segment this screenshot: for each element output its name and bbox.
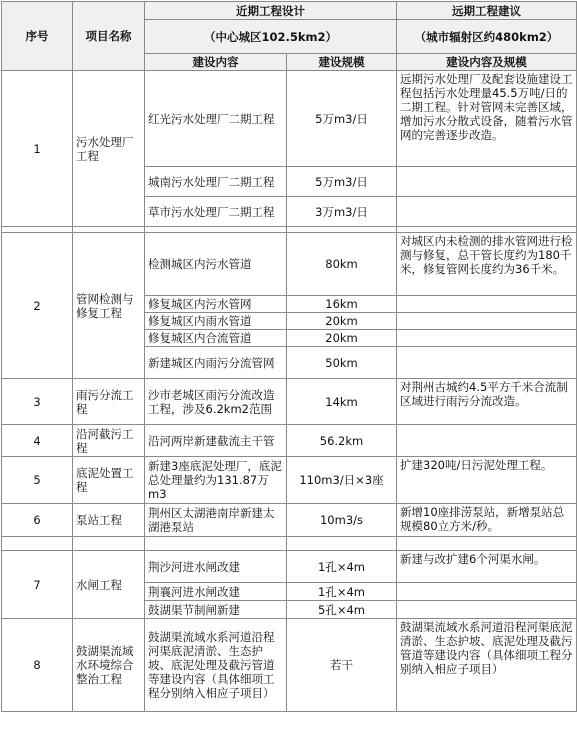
header-far-sub: （城市辐射区约480km2）: [397, 20, 577, 54]
row-far: 新建与改扩建6个河渠水闸。: [397, 551, 577, 583]
table-row: [2, 619, 577, 712]
row-no: 7: [2, 551, 73, 619]
row-far-empty: [397, 583, 577, 601]
row-name: 管网检测与修复工程: [73, 233, 145, 379]
row-content: 新建3座底泥处理厂，底泥总处理量约为131.87万m3: [145, 457, 287, 504]
row-content: 荆襄河进水闸改建: [145, 583, 287, 601]
row-far-empty: [397, 330, 577, 347]
row-name: 雨污分流工程: [73, 379, 145, 425]
row-scale: 14km: [287, 379, 397, 425]
row-scale: 3万m3/日: [287, 197, 397, 227]
row-scale: 80km: [287, 233, 397, 296]
row-content: 鼓湖渠节制闸新建: [145, 601, 287, 619]
row-content: 荆州区太湖港南岸新建太湖港泵站: [145, 504, 287, 537]
row-scale: 1孔×4m: [287, 583, 397, 601]
row-no: 6: [2, 504, 73, 537]
row-name: 泵站工程: [73, 504, 145, 537]
row-far: 新增10座排涝泵站，新增泵站总规模80立方米/秒。: [397, 504, 577, 537]
row-far: 远期污水处理厂及配套设施建设工程包括污水处理量45.5万吨/日的二期工程。针对管网未完善区域，增加污水分散式设备，随着污水管网的完善逐步改造。: [397, 71, 577, 167]
row-name: 沿河截污工程: [73, 425, 145, 457]
row-far: [397, 425, 577, 457]
row-scale: 5孔×4m: [287, 601, 397, 619]
row-content: 修复城区内合流管道: [145, 330, 287, 347]
row-scale: 20km: [287, 330, 397, 347]
row-name: 水闸工程: [73, 551, 145, 619]
row-far: 对荆州古城约4.5平方千米合流制区域进行雨污分流改造。: [397, 379, 577, 425]
row-name: 底泥处置工程: [73, 457, 145, 504]
row-far-empty: [397, 167, 577, 197]
header-near-sub: （中心城区102.5km2）: [145, 20, 397, 54]
header-far-content: 建设内容及规模: [397, 54, 577, 71]
row-content: 检测城区内污水管道: [145, 233, 287, 296]
row-no: 4: [2, 425, 73, 457]
row-content: 沿河两岸新建截流主干管: [145, 425, 287, 457]
row-scale: 5万m3/日: [287, 71, 397, 167]
table-row: [2, 379, 577, 425]
header-near-title: 近期工程设计: [145, 2, 397, 20]
row-scale: 若干: [287, 619, 397, 712]
row-scale: 1孔×4m: [287, 551, 397, 583]
table-row: [2, 425, 577, 457]
row-scale: 10m3/s: [287, 504, 397, 537]
row-scale: 56.2km: [287, 425, 397, 457]
row-content: 红光污水处理厂二期工程: [145, 71, 287, 167]
header-name: 项目名称: [73, 2, 145, 71]
row-far-empty: [397, 296, 577, 313]
row-far: 扩建320吨/日污泥处理工程。: [397, 457, 577, 504]
row-far: 鼓湖渠流域水系河道沿程河渠底泥清淤、生态护坡、底泥处理及截污管道等建设内容（具体细项工程分别纳入相应子项目）: [397, 619, 577, 712]
row-content: 沙市老城区雨污分流改造工程，涉及6.2km2范围: [145, 379, 287, 425]
row-content: 鼓湖渠流域水系河道沿程河渠底泥清淤、生态护坡、底泥处理及截污管道等建设内容（具体细项工程分别纳入相应子项目）: [145, 619, 287, 712]
row-content: 修复城区内雨水管道: [145, 313, 287, 330]
row-far-empty: [397, 197, 577, 227]
row-scale: 16km: [287, 296, 397, 313]
row-content: 修复城区内污水管网: [145, 296, 287, 313]
table-row: [2, 551, 577, 583]
header-content: 建设内容: [145, 54, 287, 71]
row-far-empty: [397, 347, 577, 379]
table-row: [2, 457, 577, 504]
row-scale: 50km: [287, 347, 397, 379]
row-no: 2: [2, 233, 73, 379]
row-content: 新建城区内雨污分流管网: [145, 347, 287, 379]
table-row: [2, 504, 577, 537]
row-far-empty: [397, 601, 577, 619]
row-no: 3: [2, 379, 73, 425]
row-scale: 110m3/日×3座: [287, 457, 397, 504]
row-content: 草市污水处理厂二期工程: [145, 197, 287, 227]
row-scale: 5万m3/日: [287, 167, 397, 197]
header-far-title: 远期工程建议: [397, 2, 577, 20]
project-table: [1, 1, 577, 712]
row-content: 荆沙河进水闸改建: [145, 551, 287, 583]
row-no: 8: [2, 619, 73, 712]
row-far: 对城区内未检测的排水管网进行检测与修复，总干管长度约为180千米，修复管网长度约为36千米。: [397, 233, 577, 296]
row-scale: 20km: [287, 313, 397, 330]
row-name: 污水处理厂工程: [73, 71, 145, 227]
row-far-empty: [397, 313, 577, 330]
row-name: 鼓湖渠流域水环境综合整治工程: [73, 619, 145, 712]
table-row: [2, 71, 577, 167]
header-no: 序号: [2, 2, 73, 71]
header-scale: 建设规模: [287, 54, 397, 71]
row-no: 5: [2, 457, 73, 504]
row-content: 城南污水处理厂二期工程: [145, 167, 287, 197]
row-no: 1: [2, 71, 73, 227]
table-row: [2, 233, 577, 296]
